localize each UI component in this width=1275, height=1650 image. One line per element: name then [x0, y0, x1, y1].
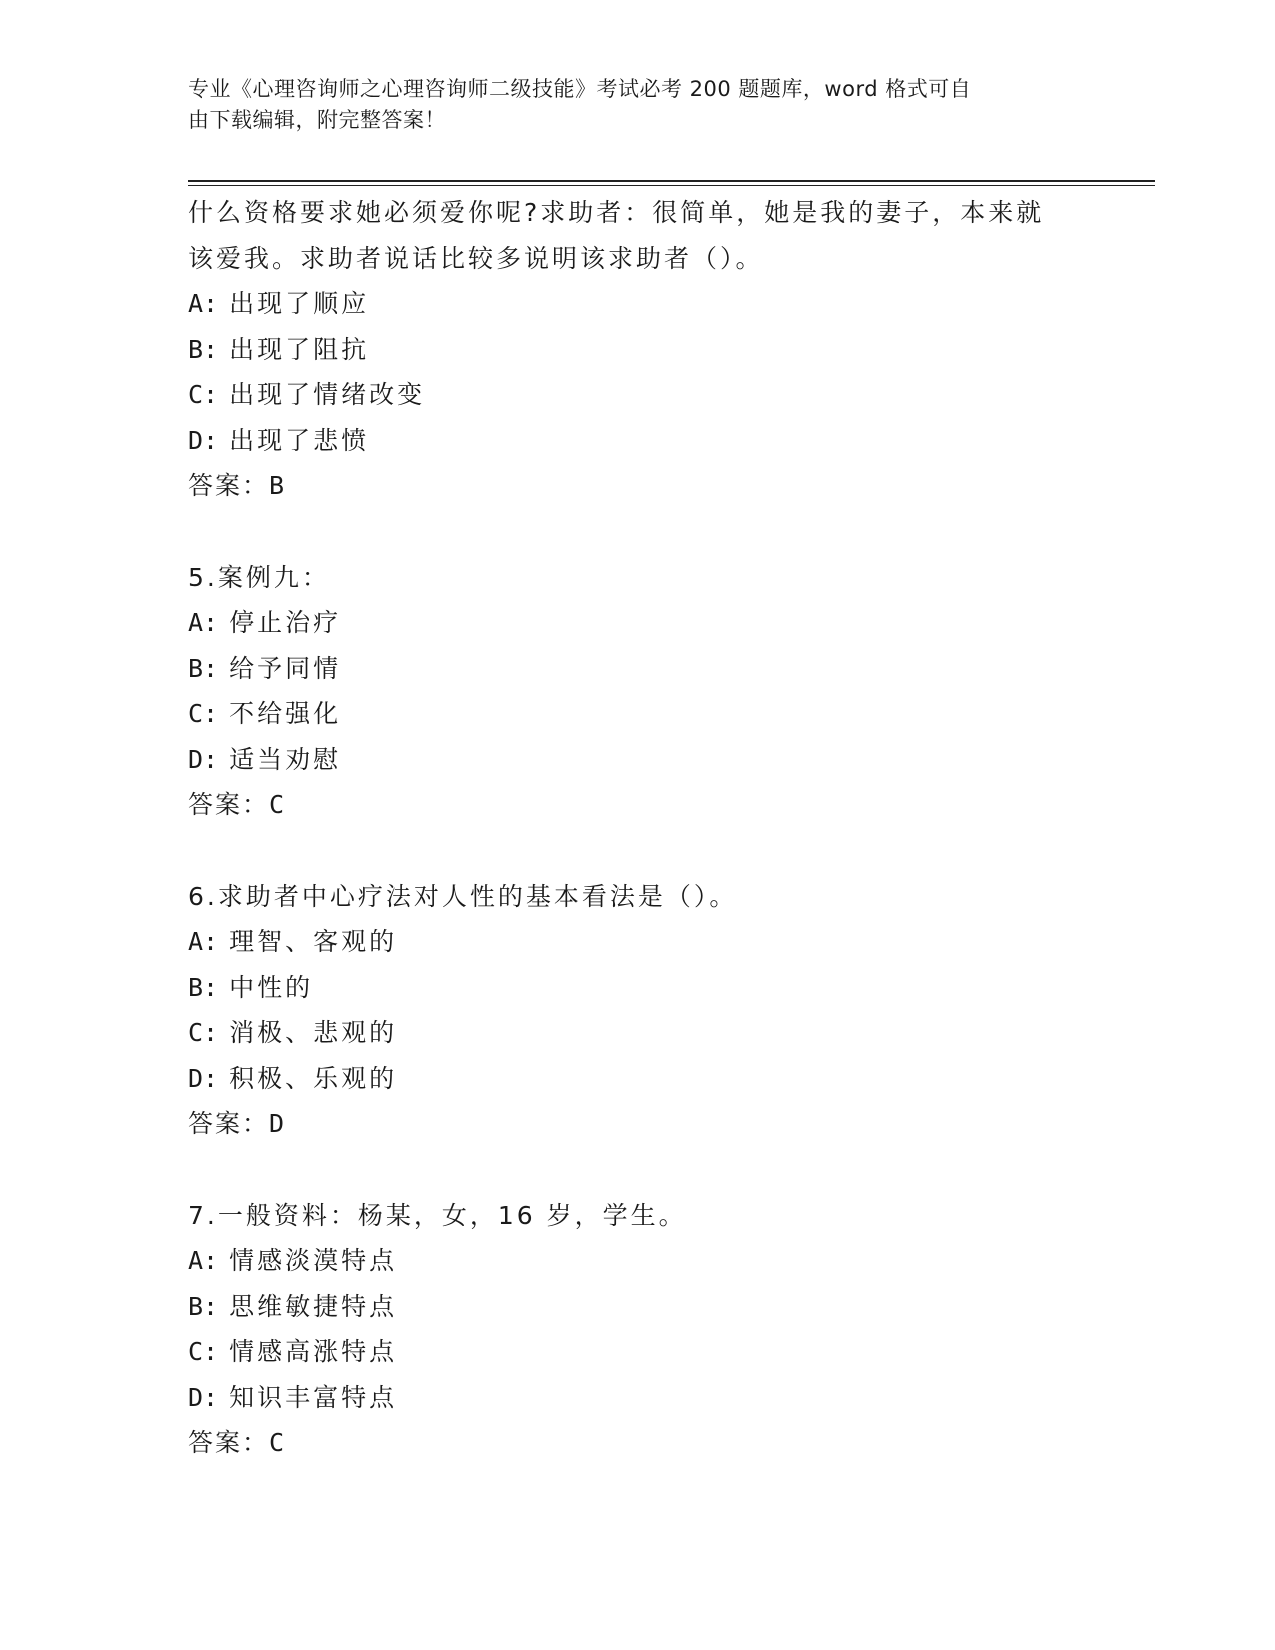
option-text: 停止治疗: [229, 608, 342, 637]
option-text: 情感高涨特点: [229, 1337, 398, 1366]
answer-label: 答案：: [188, 471, 270, 500]
option-text: 情感淡漠特点: [229, 1246, 398, 1275]
option-d: [188, 737, 1088, 783]
option-letter: C:: [188, 380, 219, 409]
question-list: [188, 190, 1088, 1466]
option-letter: D:: [188, 1063, 219, 1093]
question-stem-line-1: 什么资格要求她必须爱你呢?求助者：很简单，她是我的妻子，本来就: [188, 198, 1045, 227]
option-b: [188, 327, 1088, 373]
option-letter: B:: [188, 1291, 219, 1321]
option-text: 出现了顺应: [229, 289, 370, 318]
question-block-5: [188, 555, 1088, 828]
option-text: 给予同情: [229, 653, 342, 683]
option-text: 出现了悲愤: [229, 425, 370, 455]
option-letter: D:: [188, 1382, 219, 1412]
option-a: [188, 600, 1088, 646]
option-c: [188, 691, 1088, 737]
answer-value: C: [269, 790, 287, 819]
option-text: 中性的: [229, 972, 314, 1002]
answer-line: [188, 782, 1088, 828]
option-letter: D:: [188, 744, 219, 774]
answer-value: B: [269, 471, 287, 500]
option-d: [188, 1056, 1088, 1102]
option-b: [188, 646, 1088, 692]
option-letter: A:: [188, 927, 219, 956]
option-text: 不给强化: [229, 699, 342, 728]
question-stem: 7.一般资料：杨某，女，16 岁，学生。: [188, 1200, 687, 1230]
answer-label: 答案：: [188, 1428, 270, 1457]
option-a: [188, 1238, 1088, 1284]
document-header: [188, 74, 1088, 136]
question-block-4: [188, 190, 1088, 509]
spacer: [188, 828, 1088, 874]
option-letter: A:: [188, 1246, 219, 1275]
header-line-2: 由下载编辑，附完整答案！: [188, 108, 446, 132]
header-line-1: 专业《心理咨询师之心理咨询师二级技能》考试必考 200 题题库，word 格式可自: [188, 77, 972, 101]
option-letter: B:: [188, 972, 219, 1002]
option-letter: B:: [188, 334, 219, 364]
header-divider-thin: [188, 185, 1155, 186]
option-c: [188, 1329, 1088, 1375]
option-text: 思维敏捷特点: [229, 1291, 398, 1321]
option-c: [188, 372, 1088, 418]
answer-label: 答案：: [188, 1109, 270, 1138]
header-divider-thick: [188, 180, 1155, 182]
option-text: 出现了阻抗: [229, 334, 370, 364]
option-text: 适当劝慰: [229, 744, 342, 774]
option-text: 知识丰富特点: [229, 1382, 398, 1412]
answer-label: 答案：: [188, 790, 270, 819]
spacer: [188, 1147, 1088, 1193]
option-letter: D:: [188, 425, 219, 455]
option-text: 积极、乐观的: [229, 1063, 398, 1093]
option-text: 消极、悲观的: [229, 1018, 398, 1047]
option-text: 出现了情绪改变: [229, 380, 426, 409]
answer-line: [188, 1101, 1088, 1147]
option-c: [188, 1010, 1088, 1056]
question-stem-line-2: 该爱我。求助者说话比较多说明该求助者（）。: [188, 243, 764, 273]
option-b: [188, 965, 1088, 1011]
option-d: [188, 418, 1088, 464]
spacer: [188, 509, 1088, 555]
option-b: [188, 1284, 1088, 1330]
option-letter: C:: [188, 1018, 219, 1047]
question-block-7: [188, 1193, 1088, 1466]
option-a: [188, 919, 1088, 965]
question-stem: 5.案例九：: [188, 562, 330, 592]
answer-value: D: [269, 1109, 287, 1138]
option-letter: C:: [188, 1337, 219, 1366]
option-letter: A:: [188, 608, 219, 637]
option-d: [188, 1375, 1088, 1421]
option-text: 理智、客观的: [229, 927, 398, 956]
question-block-6: [188, 874, 1088, 1147]
answer-value: C: [269, 1428, 287, 1457]
option-letter: A:: [188, 289, 219, 318]
option-letter: C:: [188, 699, 219, 728]
question-stem: 6.求助者中心疗法对人性的基本看法是（）。: [188, 881, 738, 911]
option-letter: B:: [188, 653, 219, 683]
answer-line: [188, 1420, 1088, 1466]
answer-line: [188, 463, 1088, 509]
option-a: [188, 281, 1088, 327]
